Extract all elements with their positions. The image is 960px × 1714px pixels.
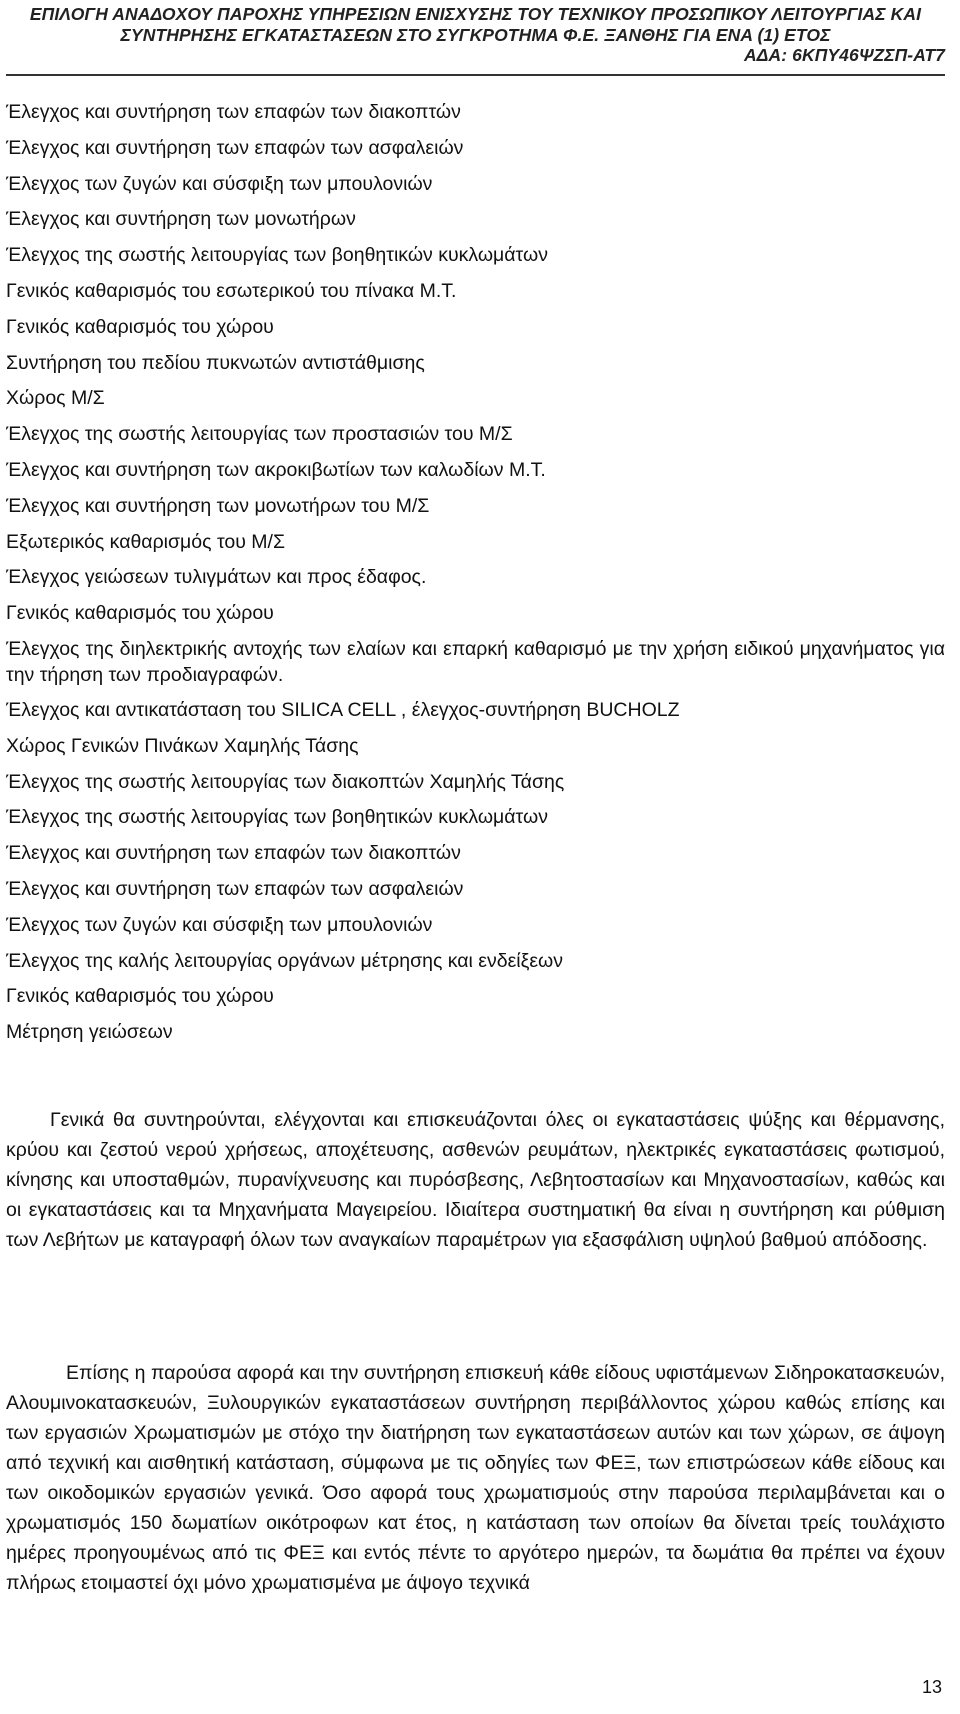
- list-item: Έλεγχος και συντήρηση των επαφών των διακοπτών: [6, 842, 461, 865]
- list-item: Έλεγχος και συντήρηση των επαφών των διακοπτών: [6, 101, 461, 123]
- list-item: Έλεγχος και συντήρηση των μονωτήρων του Μ/Σ: [6, 494, 430, 517]
- list-item: Έλεγχος και αντικατάσταση του SILICA CELL , έλεγχος-συντήρηση BUCHOLZ: [6, 698, 680, 721]
- list-item: Συντήρηση του πεδίου πυκνωτών αντιστάθμισης: [6, 351, 425, 374]
- list-item: Γενικός καθαρισμός του εσωτερικού του πίνακα Μ.Τ.: [6, 279, 457, 302]
- list-item: Έλεγχος της σωστής λειτουργίας των βοηθητικών κυκλωμάτων: [6, 244, 548, 267]
- page-number: 13: [921, 1677, 942, 1697]
- construction-maintenance-paragraph: Επίσης η παρούσα αφορά και την συντήρηση επισκευή κάθε είδους υφιστάμενων Σιδηροκατασκευών, Αλουμινοκατασκευών, Ξυλουργικών εγκαταστάσεων συντήρηση περιβάλλοντος χώρου καθώς επίσης και των εργασιών Χρωματισμών με στόχο την διατήρηση των εγκαταστάσεων αυτών και των χώρων, σε άψογη από τεχνική και αισθητική κατάσταση, σύμφωνα με τις οδηγίες των ΦΕΞ, των επιστρώσεων κάθε είδους και των οικοδομικών εργασιών γενικά. Όσο αφορά τους χρωματισμούς στην παρούσα περιλαμβάνεται και ο χρωματισμός 150 δωματίων οικότροφων κατ έτος, η κατάσταση των οποίων θα δίνεται τρείς τουλάχιστο ημέρες προηγουμένως από τις ΦΕΞ και εντός πέντε το αργότερο ημερών, τα δωμάτια θα πρέπει να έχουν πλήρως ετοιμαστεί όχι μόνο χρωματισμένα με άψογο τεχνικά: [6, 1362, 945, 1594]
- list-item: Έλεγχος της σωστής λειτουργίας των βοηθητικών κυκλωμάτων: [6, 806, 548, 829]
- list-item: Έλεγχος και συντήρηση των ακροκιβωτίων των καλωδίων Μ.Τ.: [6, 458, 546, 481]
- list-item: Έλεγχος και συντήρηση των επαφών των ασφαλειών: [6, 877, 464, 900]
- list-item: Έλεγχος και συντήρηση των μονωτήρων: [6, 208, 356, 231]
- maintenance-task-list: [6, 95, 945, 1051]
- list-item: Γενικός καθαρισμός του χώρου: [6, 985, 274, 1008]
- header-title-line-1: ΕΠΙΛΟΓΗ ΑΝΑΔΟΧΟΥ ΠΑΡΟΧΗΣ ΥΠΗΡΕΣΙΩΝ ΕΝΙΣΧΥΣΗΣ ΤΟΥ ΤΕΧΝΙΚΟΥ ΠΡΟΣΩΠΙΚΟΥ ΛΕΙΤΟΥΡΓΙΑΣ ΚΑΙ: [29, 4, 922, 24]
- list-item: Έλεγχος της διηλεκτρικής αντοχής των ελαίων και επαρκή καθαρισμό με την χρήση ειδικού μηχανήματος για την τήρηση των προδιαγραφών.: [6, 637, 945, 687]
- list-item: Γενικός καθαρισμός του χώρου: [6, 602, 274, 625]
- page-header: [6, 0, 945, 76]
- general-maintenance-paragraph: Γενικά θα συντηρούνται, ελέγχονται και επισκευάζονται όλες οι εγκαταστάσεις ψύξης και θέρμανσης, κρύου και ζεστού νερού χρήσεως, αποχέτευσης, ασθενών ρευμάτων, ηλεκτρικές εγκαταστάσεις φωτισμού, κίνησης και υποσταθμών, πυρανίχνευσης και πυρόσβεσης, Λεβητοστασίων και Μηχανοστασίων, καθώς και οι εγκαταστάσεις και τα Μηχανήματα Μαγειρείου. Ιδιαίτερα συστηματική θα είναι η συντήρηση και ρύθμιση των Λεβήτων με καταγραφή όλων των αναγκαίων παραμέτρων για εξασφάλιση υψηλού βαθμού απόδοσης.: [6, 1109, 945, 1251]
- list-item: Έλεγχος της σωστής λειτουργίας των διακοπτών Χαμηλής Τάσης: [6, 770, 565, 793]
- list-item: Έλεγχος γειώσεων τυλιγμάτων και προς έδαφος.: [6, 566, 427, 589]
- list-item: Χώρος Γενικών Πινάκων Χαμηλής Τάσης: [6, 734, 359, 757]
- list-item: Γενικός καθαρισμός του χώρου: [6, 315, 274, 338]
- header-title-line-2: ΣΥΝΤΗΡΗΣΗΣ ΕΓΚΑΤΑΣΤΑΣΕΩΝ ΣΤΟ ΣΥΓΚΡΟΤΗΜΑ Φ.Ε. ΞΑΝΘΗΣ ΓΙΑ ΕΝΑ (1) ΕΤΟΣ: [120, 25, 831, 45]
- list-item: Έλεγχος των ζυγών και σύσφιξη των μπουλονιών: [6, 913, 433, 936]
- list-item: Έλεγχος της καλής λειτουργίας οργάνων μέτρησης και ενδείξεων: [6, 949, 564, 972]
- list-item: Χώρος Μ/Σ: [6, 387, 105, 410]
- ada-code: ΑΔΑ: 6ΚΠΥ46ΨΖΣΠ-ΑΤ7: [743, 45, 945, 65]
- list-item: Μέτρηση γειώσεων: [6, 1021, 173, 1044]
- list-item: Εξωτερικός καθαρισμός του Μ/Σ: [6, 530, 286, 553]
- list-item: Έλεγχος της σωστής λειτουργίας των προστασιών του Μ/Σ: [6, 423, 513, 446]
- list-item: Έλεγχος των ζυγών και σύσφιξη των μπουλονιών: [6, 172, 433, 195]
- list-item: Έλεγχος και συντήρηση των επαφών των ασφαλειών: [6, 136, 464, 159]
